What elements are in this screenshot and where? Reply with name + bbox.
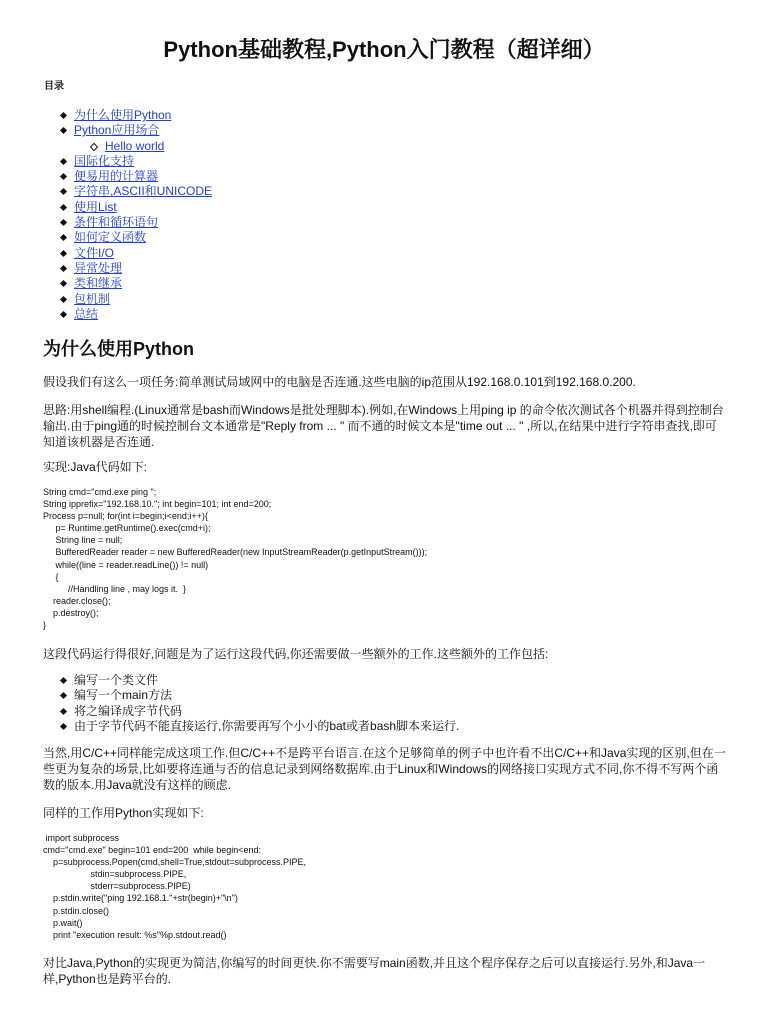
toc-link[interactable]: 字符串,ASCII和UNICODE xyxy=(74,184,213,199)
paragraph-java-intro: 实现:Java代码如下: xyxy=(43,460,148,474)
toc-link[interactable]: 如何定义函数 xyxy=(74,230,147,245)
paragraph-task: 假设我们有这么一项任务:简单测试局域网中的电脑是否连通.这些电脑的ip范围从192.168.0.101到192.168.0.200. xyxy=(43,375,636,389)
toc-item xyxy=(60,169,212,184)
toc-item xyxy=(60,215,212,230)
list-item: 编写一个类文件 xyxy=(60,673,459,688)
list-item: 编写一个main方法 xyxy=(60,688,459,703)
toc-link[interactable]: 类和继承 xyxy=(74,276,123,291)
toc-link[interactable]: 条件和循环语句 xyxy=(74,215,159,230)
toc-item xyxy=(60,292,212,307)
paragraph-approach: 思路:用shell编程.(Linux通常是bash而Windows是批处理脚本).例如,在Windows上用ping ip 的命令依次测试各个机器并得到控制台输出.由于ping通的时候控制台文本通常是"Reply from ... " 而不通的时候文本是"time out ... " ,所以,在结果中进行字符串查找,即可知道该机器是否连通. xyxy=(43,403,724,449)
toc-link[interactable]: 异常处理 xyxy=(74,260,123,275)
paragraph-c-comparison: 当然,用C/C++同样能完成这项工作.但C/C++不是跨平台语言.在这个足够简单的例子中也许看不出C/C++和Java实现的区别,但在一些更为复杂的场景,比如要将连通与否的信息记录到网络数据库.由于Linux和Windows的网络接口实现方式不同,你不得不写两个函数的版本.用Java就没有这样的顾虑. xyxy=(43,746,726,792)
toc-link[interactable]: 总结 xyxy=(74,306,99,321)
toc-link[interactable]: 文件I/O xyxy=(74,245,115,260)
paragraph-conclusion: 对比Java,Python的实现更为简洁,你编写的时间更快.你不需要写main函数,并且这个程序保存之后可以直接运行.另外,和Java一样,Python也是跨平台的. xyxy=(43,956,706,986)
toc-link[interactable]: 国际化支持 xyxy=(74,153,135,168)
toc-item xyxy=(60,276,212,291)
toc-item xyxy=(60,200,212,215)
toc-item xyxy=(60,261,212,276)
section-heading: 为什么使用Python xyxy=(43,339,194,359)
toc-item xyxy=(60,246,212,261)
toc-link[interactable]: 使用List xyxy=(74,199,117,214)
toc-item xyxy=(60,108,212,123)
toc-link[interactable]: 便易用的计算器 xyxy=(74,169,159,184)
toc-item xyxy=(60,139,212,154)
toc-item xyxy=(60,154,212,169)
toc-item xyxy=(60,230,212,245)
toc-item xyxy=(60,184,212,199)
toc-link[interactable]: 包机制 xyxy=(74,291,111,306)
toc-item xyxy=(60,123,212,138)
paragraph-extra-work: 这段代码运行得很好,问题是为了运行这段代码,你还需要做一些额外的工作.这些额外的工作包括: xyxy=(43,647,549,661)
list-item: 将之编译成字节代码 xyxy=(60,704,459,719)
extra-work-list xyxy=(60,673,459,734)
toc-link[interactable]: 为什么使用Python xyxy=(74,108,172,122)
list-item: 由于字节代码不能直接运行,你需要再写个小小的bat或者bash脚本来运行. xyxy=(60,719,459,734)
toc-link[interactable]: Hello world xyxy=(105,138,165,153)
table-of-contents xyxy=(60,108,212,322)
toc-item xyxy=(60,307,212,322)
java-code-block: String cmd="cmd.exe ping "; String ipprefix="192.168.10."; int begin=101; int end=200; Process p=null; for(int i=begin;i<end;i++){ p= Runtime.getRuntime().exec(cmd+i); String line = null; BufferedReader reader = new BufferedReader(new InputStreamReader(p.getInputStream())); while((line = reader.readLine()) != null) { //Handling line , may logs it. } reader.close(); p.destroy(); } xyxy=(43,487,428,631)
python-code-block: import subprocess cmd="cmd.exe" begin=101 end=200 while begin<end: p=subprocess.Popen(cmd,shell=True,stdout=subprocess.PIPE, stdin=subprocess.PIPE, stderr=subprocess.PIPE) p.stdin.write("ping 192.168.1."+str(begin)+"\n") p.stdin.close() p.wait() print "execution result: %s"%p.stdout.read() xyxy=(43,833,307,940)
paragraph-python-intro: 同样的工作用Python实现如下: xyxy=(43,806,204,820)
toc-link[interactable]: Python应用场合 xyxy=(74,123,160,138)
page-title: Python基础教程,Python入门教程（超详细） xyxy=(163,37,605,62)
toc-heading: 目录 xyxy=(44,81,64,92)
